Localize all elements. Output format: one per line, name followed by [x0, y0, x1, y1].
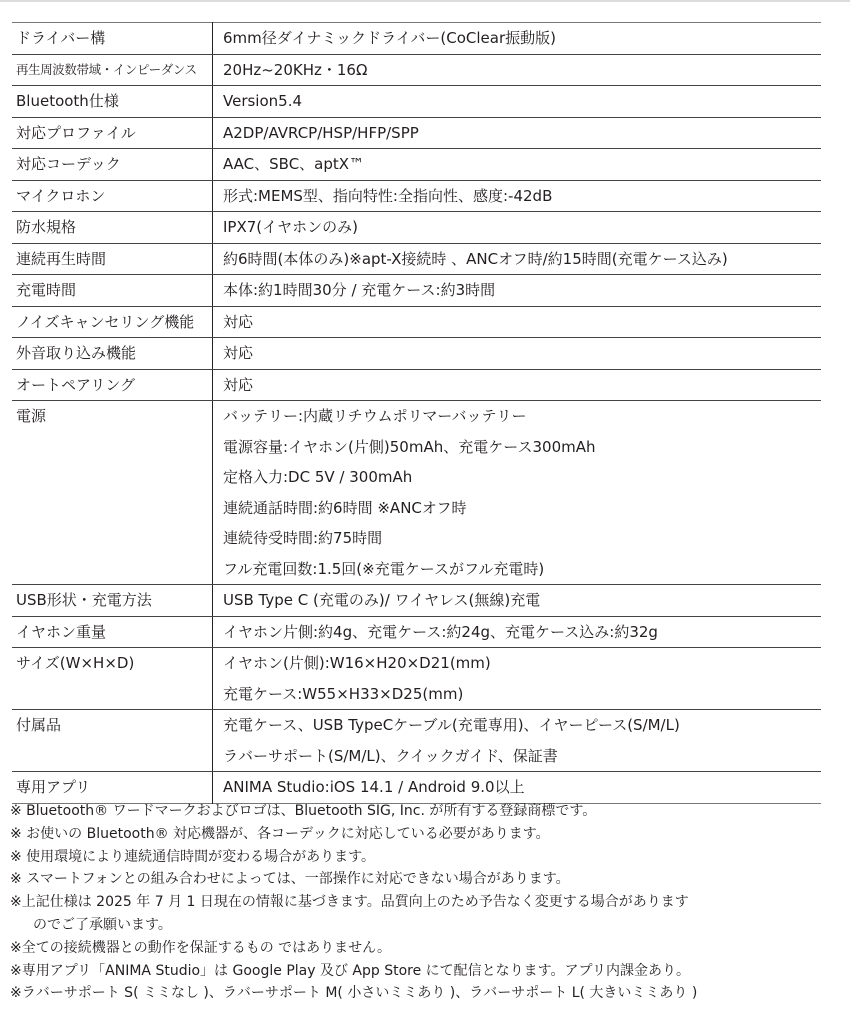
spec-value-line: 対応 [223, 375, 254, 394]
spec-value [213, 648, 822, 710]
footnote: ※ スマートフォンとの組み合わせによっては、一部操作に対応できない場合があります。 [10, 871, 570, 888]
spec-value-line: 対応 [223, 344, 254, 362]
spec-value [213, 23, 822, 55]
spec-label: オートペアリング [12, 369, 213, 401]
spec-label: ドライバー構 [12, 23, 213, 55]
footnote: ※上記仕様は 2025 年 7 月 1 日現在の情報に基づきます。品質向上のため予告なく変更する場合があります [10, 894, 689, 911]
footnote: ※専用アプリ「ANIMA Studio」は Google Play 及び App Store にて配信となります。アプリ内課金あり。 [10, 962, 690, 979]
spec-label: マイクロホン [12, 180, 213, 212]
spec-value-line: 連続通話時間:約6時間 ※ANCオフ時 [223, 498, 467, 517]
spec-row [12, 54, 821, 86]
spec-value [213, 338, 822, 370]
spec-value-line: A2DP/AVRCP/HSP/HFP/SPP [223, 123, 419, 142]
spec-row [12, 585, 821, 617]
spec-row [12, 86, 821, 118]
spec-value [213, 212, 822, 244]
spec-row [12, 401, 821, 585]
spec-value-line: 約6時間(本体のみ)※apt-X接続時 、ANCオフ時/約15時間(充電ケース込み) [223, 249, 728, 268]
spec-value [213, 117, 822, 149]
spec-label: サイズ(W×H×D) [12, 648, 213, 710]
spec-label: 対応プロファイル [12, 117, 213, 149]
spec-value-line: バッテリー:内蔵リチウムポリマーバッテリー [223, 407, 527, 425]
spec-label: 再生周波数帯域・インピーダンス [12, 54, 213, 86]
spec-row [12, 117, 821, 149]
spec-row [12, 710, 821, 772]
spec-row [12, 212, 821, 244]
spec-row [12, 772, 821, 804]
spec-label: 付属品 [12, 710, 213, 772]
spec-label: Bluetooth仕様 [12, 86, 213, 118]
spec-label: 外音取り込み機能 [12, 338, 213, 370]
spec-value-line: ANIMA Studio:iOS 14.1 / Android 9.0以上 [223, 778, 525, 796]
spec-value-line: 電源容量:イヤホン(片側)50mAh、充電ケース300mAh [223, 437, 596, 456]
spec-value-line: 形式:MEMS型、指向特性:全指向性、感度:-42dB [223, 186, 553, 205]
spec-value-line: イヤホン(片側):W16×H20×D21(mm) [223, 654, 491, 672]
spec-row [12, 369, 821, 401]
spec-label: 充電時間 [12, 275, 213, 307]
spec-value-line: USB Type C (充電のみ)/ ワイヤレス(無線)充電 [223, 591, 541, 609]
spec-label: ノイズキャンセリング機能 [12, 306, 213, 338]
spec-row [12, 306, 821, 338]
spec-value-line: AAC、SBC、aptX™ [223, 155, 365, 173]
spec-value-line: ラバーサポート(S/M/L)、クイックガイド、保証書 [223, 746, 558, 765]
top-divider [0, 0, 850, 2]
spec-row [12, 338, 821, 370]
spec-value-line: 対応 [223, 312, 254, 331]
spec-value [213, 401, 822, 585]
spec-value-line: 20Hz~20KHz・16Ω [223, 60, 368, 79]
spec-value-line: 充電ケース、USB TypeCケーブル(充電専用)、イヤーピース(S/M/L) [223, 716, 680, 734]
spec-label: 電源 [12, 401, 213, 585]
spec-row [12, 243, 821, 275]
spec-label: 対応コーデック [12, 149, 213, 181]
spec-row [12, 648, 821, 710]
spec-value [213, 710, 822, 772]
spec-value [213, 54, 822, 86]
spec-value-line: IPX7(イヤホンのみ) [223, 218, 358, 236]
footnote: のでご了承願います。 [33, 916, 172, 933]
spec-value [213, 306, 822, 338]
spec-label: 専用アプリ [12, 772, 213, 804]
spec-table [12, 22, 821, 804]
spec-value-line: 本体:約1時間30分 / 充電ケース:約3時間 [223, 281, 496, 299]
spec-value [213, 616, 822, 648]
spec-row [12, 616, 821, 648]
footnotes [10, 800, 840, 1005]
spec-value-line: 定格入力:DC 5V / 300mAh [223, 468, 413, 486]
spec-label: 連続再生時間 [12, 243, 213, 275]
spec-value [213, 585, 822, 617]
spec-label: イヤホン重量 [12, 616, 213, 648]
spec-value [213, 275, 822, 307]
spec-value-line: 6mm径ダイナミックドライバー(CoClear振動版) [223, 29, 557, 47]
spec-value [213, 772, 822, 804]
spec-row [12, 23, 821, 55]
spec-value [213, 243, 822, 275]
spec-label: 防水規格 [12, 212, 213, 244]
footnote: ※全ての接続機器との動作を保証するもの ではありません。 [10, 939, 392, 956]
spec-row [12, 275, 821, 307]
spec-value-line: Version5.4 [223, 92, 303, 110]
spec-value [213, 149, 822, 181]
spec-label: USB形状・充電方法 [12, 585, 213, 617]
spec-value-line: 連続待受時間:約75時間 [223, 529, 383, 547]
spec-value [213, 86, 822, 118]
spec-value [213, 180, 822, 212]
spec-row [12, 180, 821, 212]
spec-value-line: 充電ケース:W55×H33×D25(mm) [223, 684, 464, 703]
footnote: ※ Bluetooth® ワードマークおよびロゴは、Bluetooth SIG, Inc. が所有する登録商標です。 [10, 803, 597, 819]
footnote: ※ お使いの Bluetooth® 対応機器が、各コーデックに対応している必要があります。 [10, 825, 550, 842]
footnote: ※ラバーサポート S( ミミなし )、ラバーサポート M( 小さいミミあり )、ラバーサポート L( 大きいミミあり ) [10, 985, 698, 1002]
spec-value [213, 369, 822, 401]
footnote: ※ 使用環境により連続通信時間が変わる場合があります。 [10, 848, 376, 865]
spec-row [12, 149, 821, 181]
spec-value-line: フル充電回数:1.5回(※充電ケースがフル充電時) [223, 559, 545, 578]
spec-value-line: イヤホン片側:約4g、充電ケース:約24g、充電ケース込み:約32g [223, 622, 658, 641]
